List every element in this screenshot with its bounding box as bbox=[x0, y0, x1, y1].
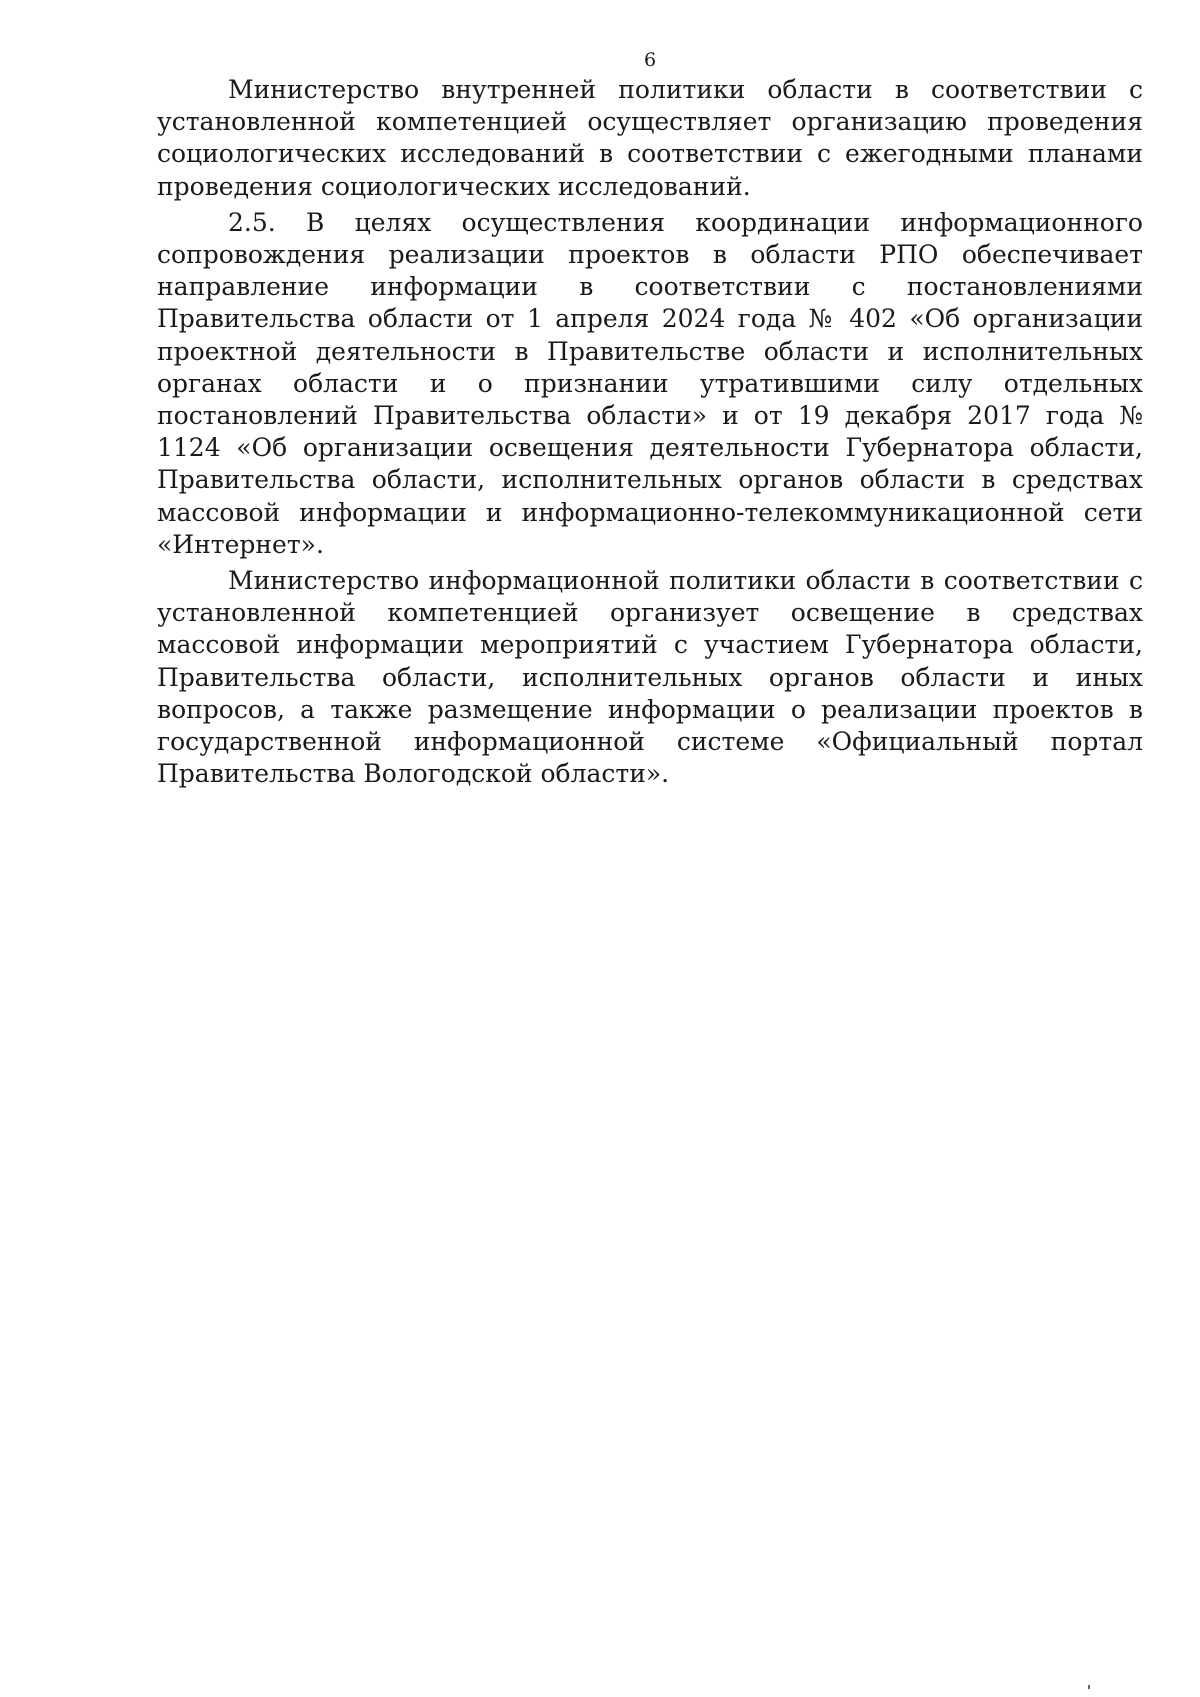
page-number: 6 bbox=[643, 49, 657, 71]
paragraph-2-5-information-coordination: 2.5. В целях осуществления координации информационного сопровождения реализации проектов в области РПО обеспечивает направление информации в соответствии с постановлениями Правительства области от 1 апреля 2024 года № 402 «Об организации проектной деятельности в Правительстве области и исполнительных органах области и о признании утратившими силу отдельных постановлений Правительства области» и от 19 декабря 2017 года № 1124 «Об организации освещения деятельности Губернатора области, Правительства области, исполнительных органов области в средствах массовой информации и информационно-телекоммуникационной сети «Интернет». bbox=[157, 207, 1143, 559]
scan-artifact bbox=[1088, 1685, 1090, 1689]
paragraph-sociological-research: Министерство внутренней политики области в соответствии с установленной компетенцией осуществляет организацию проведения социологических исследований в соответствии с ежегодными планами проведения социологических исследований. bbox=[157, 75, 1143, 201]
paragraph-media-coverage: Министерство информационной политики области в соответствии с установленной компетенцией организует освещение в средствах массовой информации мероприятий с участием Губернатора области, Правительства области, исполнительных органов области и иных вопросов, а также размещение информации о реализации проектов в государственной информационной системе «Официальный портал Правительства Вологодской области». bbox=[157, 566, 1143, 789]
document-body bbox=[157, 74, 1143, 794]
